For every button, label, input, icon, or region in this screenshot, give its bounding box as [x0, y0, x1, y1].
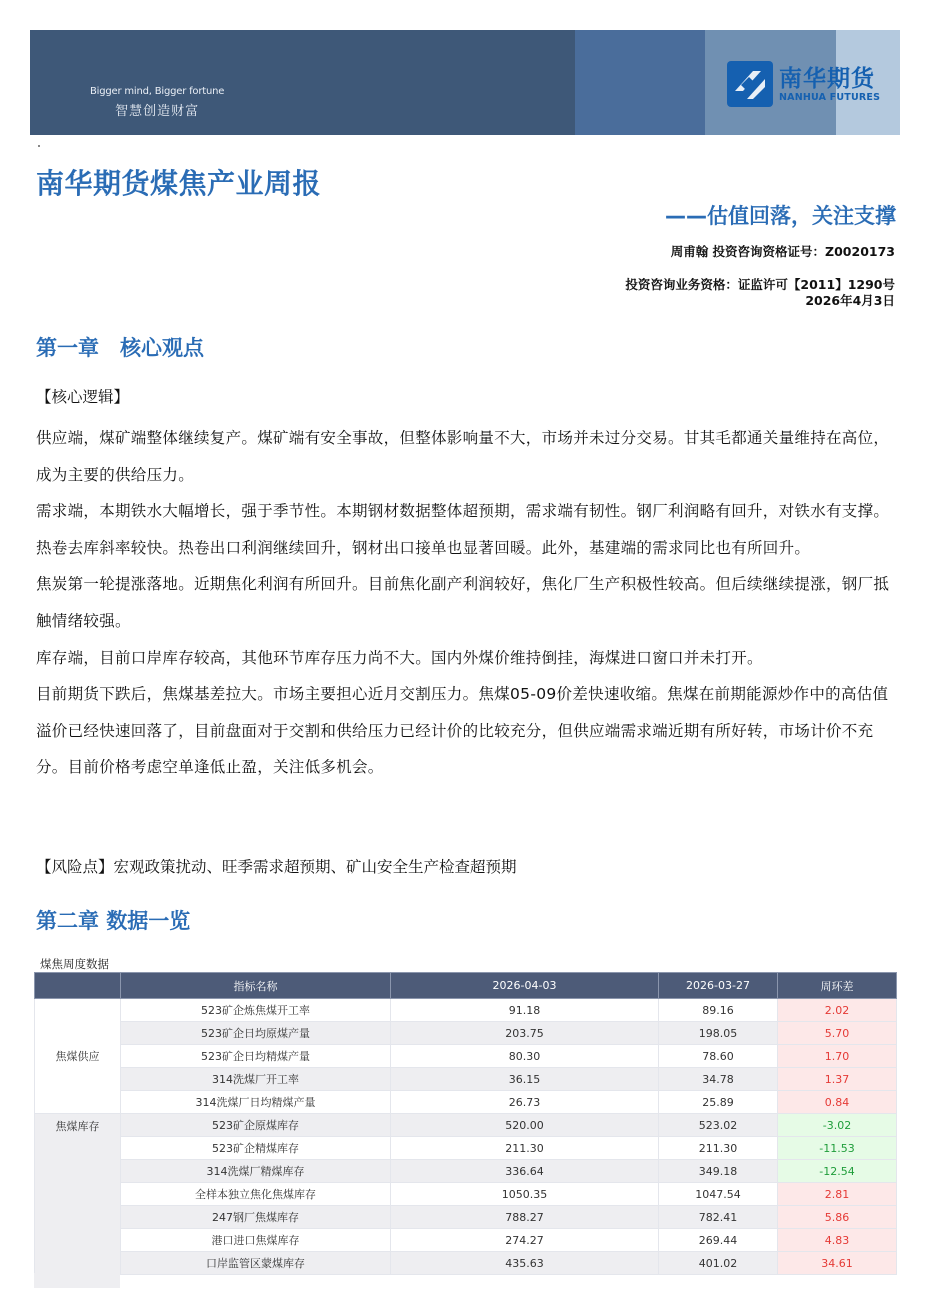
table-row [35, 1206, 897, 1229]
weekly-change: 5.70 [778, 1022, 897, 1045]
group-label-supply: 焦煤供应 [35, 999, 121, 1114]
report-title: 南华期货煤焦产业周报 [36, 167, 322, 200]
previous-value: 523.02 [659, 1114, 778, 1137]
current-value: 80.30 [391, 1045, 659, 1068]
previous-value: 349.18 [659, 1160, 778, 1183]
logo-name-en: NANHUA FUTURES [779, 91, 881, 103]
col-header-indicator: 指标名称 [121, 973, 391, 999]
previous-value: 25.89 [659, 1091, 778, 1114]
banner-band [575, 30, 705, 135]
previous-value: 1047.54 [659, 1183, 778, 1206]
analyst-info: 周甫翰 投资咨询资格证号：Z0020173 [670, 244, 895, 259]
table-row [35, 999, 897, 1022]
previous-value: 211.30 [659, 1137, 778, 1160]
indicator-name: 314洗煤厂精煤库存 [121, 1160, 391, 1183]
weekly-change: 2.02 [778, 999, 897, 1022]
weekly-change: -11.53 [778, 1137, 897, 1160]
table-row [35, 1252, 897, 1275]
current-value: 91.18 [391, 999, 659, 1022]
col-header-weekly-change: 周环差 [778, 973, 897, 999]
current-value: 520.00 [391, 1114, 659, 1137]
decorative-dot [38, 145, 40, 147]
weekly-change: 1.37 [778, 1068, 897, 1091]
indicator-name: 523矿企日均精煤产量 [121, 1045, 391, 1068]
group-column-continuation [34, 1273, 120, 1288]
previous-value: 78.60 [659, 1045, 778, 1068]
indicator-name: 523矿企精煤库存 [121, 1137, 391, 1160]
paragraph-demand: 需求端，本期铁水大幅增长，强于季节性。本期钢材数据整体超预期，需求端有韧性。钢厂利润略有回升，对铁水有支撑。热卷去库斜率较快。热卷出口利润继续回升，钢材出口接单也显著回暖。此外，基建端的需求同比也有所回升。 [36, 502, 890, 557]
table-row [35, 1045, 897, 1068]
indicator-name: 314洗煤厂日均精煤产量 [121, 1091, 391, 1114]
paragraph-outlook: 目前期货下跌后，焦煤基差拉大。市场主要担心近月交割压力。焦煤05-09价差快速收缩。焦煤在前期能源炒作中的高估值溢价已经快速回落了，目前盘面对于交割和供给压力已经计价的比较充分，但供应端需求端近期有所好转，市场计价不充分。目前价格考虑空单逢低止盈，关注低多机会。 [36, 685, 889, 777]
current-value: 211.30 [391, 1137, 659, 1160]
license-info: 投资咨询业务资格：证监许可【2011】1290号 [625, 277, 895, 292]
indicator-name: 247钢厂焦煤库存 [121, 1206, 391, 1229]
chapter-2-heading: 第二章 数据一览 [36, 909, 191, 933]
previous-value: 89.16 [659, 999, 778, 1022]
weekly-change: 5.86 [778, 1206, 897, 1229]
col-header-group [35, 973, 121, 999]
logo-diamond-icon [727, 61, 773, 107]
current-value: 36.15 [391, 1068, 659, 1091]
previous-value: 401.02 [659, 1252, 778, 1275]
table-row [35, 1229, 897, 1252]
weekly-change: 0.84 [778, 1091, 897, 1114]
weekly-change: -3.02 [778, 1114, 897, 1137]
weekly-change: 4.83 [778, 1229, 897, 1252]
table-row [35, 1183, 897, 1206]
current-value: 435.63 [391, 1252, 659, 1275]
report-subtitle: ——估值回落，关注支撑 [665, 204, 896, 228]
table-header-row [35, 973, 897, 999]
company-logo [727, 61, 880, 107]
previous-value: 34.78 [659, 1068, 778, 1091]
current-value: 788.27 [391, 1206, 659, 1229]
table-row [35, 1068, 897, 1091]
previous-value: 269.44 [659, 1229, 778, 1252]
weekly-change: 1.70 [778, 1045, 897, 1068]
paragraph-coke: 焦炭第一轮提涨落地。近期焦化利润有所回升。目前焦化副产利润较好，焦化厂生产积极性较高。但后续继续提涨，钢厂抵触情绪较强。 [36, 575, 890, 630]
current-value: 1050.35 [391, 1183, 659, 1206]
weekly-change: 2.81 [778, 1183, 897, 1206]
indicator-name: 523矿企原煤库存 [121, 1114, 391, 1137]
current-value: 336.64 [391, 1160, 659, 1183]
indicator-name: 口岸监管区蒙煤库存 [121, 1252, 391, 1275]
logo-name-cn: 南华期货 [779, 65, 875, 92]
current-value: 203.75 [391, 1022, 659, 1045]
risk-points: 【风险点】宏观政策扰动、旺季需求超预期、矿山安全生产检查超预期 [36, 858, 517, 876]
indicator-name: 523矿企炼焦煤开工率 [121, 999, 391, 1022]
previous-value: 782.41 [659, 1206, 778, 1229]
table-caption: 煤焦周度数据 [40, 957, 109, 971]
previous-value: 198.05 [659, 1022, 778, 1045]
table-row [35, 1160, 897, 1183]
paragraph-inventory: 库存端，目前口岸库存较高，其他环节库存压力尚不大。国内外煤价维持倒挂，海煤进口窗口并未打开。 [36, 648, 763, 667]
slogan-en: Bigger mind, Bigger fortune [90, 86, 225, 97]
indicator-name: 港口进口焦煤库存 [121, 1229, 391, 1252]
weekly-change: -12.54 [778, 1160, 897, 1183]
col-header-current-date: 2026-04-03 [391, 973, 659, 999]
table-row [35, 1022, 897, 1045]
group-label-inventory: 焦煤库存 [35, 1114, 121, 1275]
paragraph-supply: 供应端，煤矿端整体继续复产。煤矿端有安全事故，但整体影响量不大，市场并未过分交易。甘其毛都通关量维持在高位，成为主要的供给压力。 [36, 429, 890, 484]
col-header-previous-date: 2026-03-27 [659, 973, 778, 999]
weekly-change: 34.61 [778, 1252, 897, 1275]
table-row [35, 1137, 897, 1160]
indicator-name: 全样本独立焦化焦煤库存 [121, 1183, 391, 1206]
core-logic-body [36, 420, 896, 786]
slogan-cn: 智慧创造财富 [115, 104, 200, 119]
indicator-name: 314洗煤厂开工率 [121, 1068, 391, 1091]
coal-weekly-data-table [34, 972, 897, 1275]
indicator-name: 523矿企日均原煤产量 [121, 1022, 391, 1045]
table-row [35, 1114, 897, 1137]
current-value: 274.27 [391, 1229, 659, 1252]
slogan [90, 86, 224, 119]
report-date: 2026年4月3日 [805, 293, 895, 308]
table-row [35, 1091, 897, 1114]
core-logic-label: 【核心逻辑】 [36, 388, 130, 406]
current-value: 26.73 [391, 1091, 659, 1114]
chapter-1-heading: 第一章 核心观点 [36, 336, 204, 360]
header-banner [30, 30, 900, 135]
